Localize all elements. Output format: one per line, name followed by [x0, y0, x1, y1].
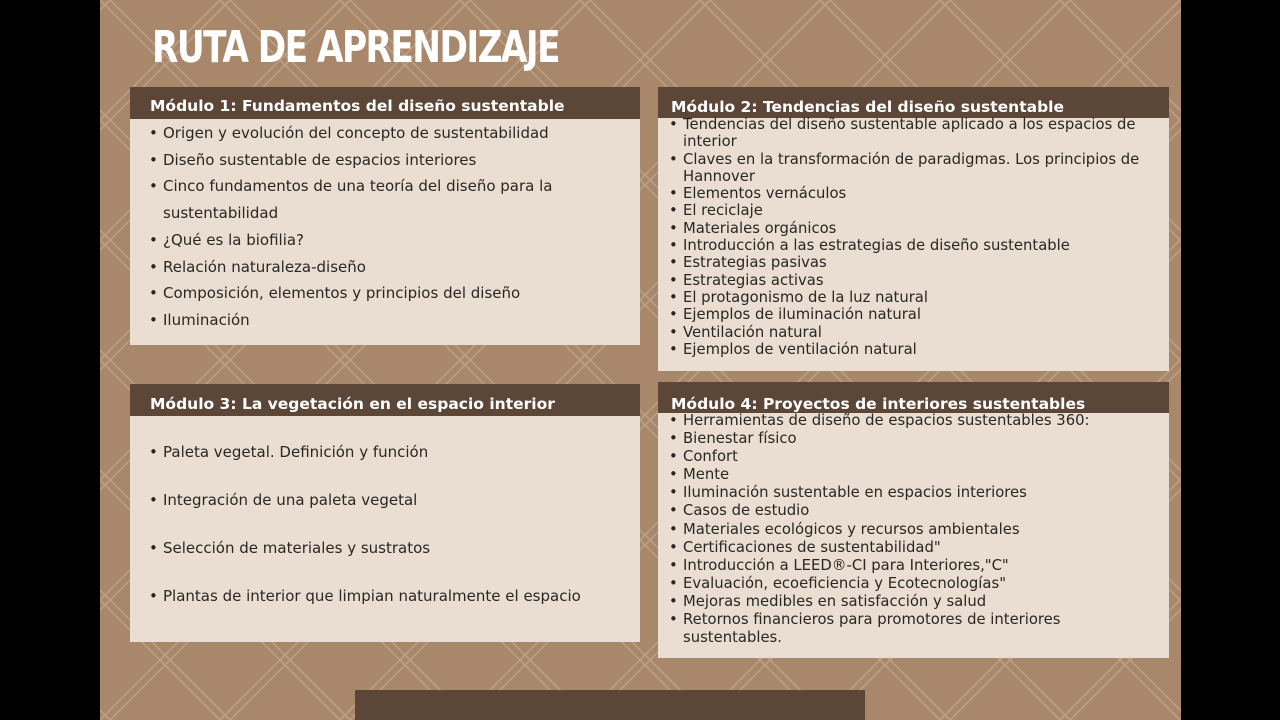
list-item: • Estrategias pasivas — [683, 254, 1157, 271]
module-3-heading: Módulo 3: La vegetación en el espacio interior — [130, 384, 640, 416]
list-item: • Ventilación natural — [683, 324, 1157, 341]
list-item: • Certificaciones de sustentabilidad" — [683, 539, 1157, 557]
module-2-list — [658, 116, 1169, 358]
list-item: • Retornos financieros para promotores de interiores sustentables. — [683, 611, 1157, 647]
list-item: • Evaluación, ecoeficiencia y Ecotecnologías" — [683, 575, 1157, 593]
module-3-card — [130, 384, 640, 642]
list-item: • Mente — [683, 466, 1157, 484]
module-2-heading: Módulo 2: Tendencias del diseño sustentable — [658, 87, 1169, 118]
list-item: • Ejemplos de iluminación natural — [683, 306, 1157, 323]
list-item: • Confort — [683, 448, 1157, 466]
module-4-body — [658, 413, 1169, 658]
list-item: • El reciclaje — [683, 202, 1157, 219]
list-item: • Iluminación — [163, 307, 620, 334]
list-item: • Plantas de interior que limpian naturalmente el espacio — [163, 584, 620, 608]
bottom-bar — [355, 690, 865, 720]
module-4-card — [658, 382, 1169, 658]
module-2-body — [658, 118, 1169, 371]
list-item: • Elementos vernáculos — [683, 185, 1157, 202]
list-item: • Bienestar físico — [683, 430, 1157, 448]
list-item: • Integración de una paleta vegetal — [163, 488, 620, 512]
module-1-body — [130, 119, 640, 345]
list-item: • ¿Qué es la biofilia? — [163, 227, 620, 254]
list-item: • Materiales orgánicos — [683, 220, 1157, 237]
list-item: • Diseño sustentable de espacios interiores — [163, 147, 620, 174]
module-1-card — [130, 87, 640, 345]
module-1-list — [130, 119, 640, 334]
slide — [100, 0, 1181, 720]
list-item: • Iluminación sustentable en espacios interiores — [683, 484, 1157, 502]
module-3-list — [130, 416, 640, 608]
list-item: • Estrategias activas — [683, 272, 1157, 289]
list-item: • Cinco fundamentos de una teoría del diseño para la sustentabilidad — [163, 173, 620, 226]
list-item: • Introducción a las estrategias de diseño sustentable — [683, 237, 1157, 254]
module-2-card — [658, 87, 1169, 371]
list-item: • Tendencias del diseño sustentable aplicado a los espacios de interior — [683, 116, 1157, 151]
list-item: • Origen y evolución del concepto de sustentabilidad — [163, 120, 620, 147]
list-item: • Casos de estudio — [683, 502, 1157, 520]
list-item: • El protagonismo de la luz natural — [683, 289, 1157, 306]
module-4-list — [658, 412, 1169, 647]
module-1-heading: Módulo 1: Fundamentos del diseño sustentable — [130, 87, 640, 119]
list-item: • Materiales ecológicos y recursos ambientales — [683, 521, 1157, 539]
list-item: • Herramientas de diseño de espacios sustentables 360: — [683, 412, 1157, 430]
list-item: • Composición, elementos y principios del diseño — [163, 280, 620, 307]
page-title: RUTA DE APRENDIZAJE — [152, 22, 560, 73]
list-item: • Paleta vegetal. Definición y función — [163, 440, 620, 464]
module-3-body — [130, 416, 640, 642]
list-item: • Mejoras medibles en satisfacción y salud — [683, 593, 1157, 611]
list-item: • Introducción a LEED®-CI para Interiores,"C" — [683, 557, 1157, 575]
list-item: • Ejemplos de ventilación natural — [683, 341, 1157, 358]
list-item: • Selección de materiales y sustratos — [163, 536, 620, 560]
list-item: • Claves en la transformación de paradigmas. Los principios de Hannover — [683, 151, 1157, 186]
module-4-heading: Módulo 4: Proyectos de interiores sustentables — [658, 382, 1169, 413]
list-item: • Relación naturaleza-diseño — [163, 254, 620, 281]
